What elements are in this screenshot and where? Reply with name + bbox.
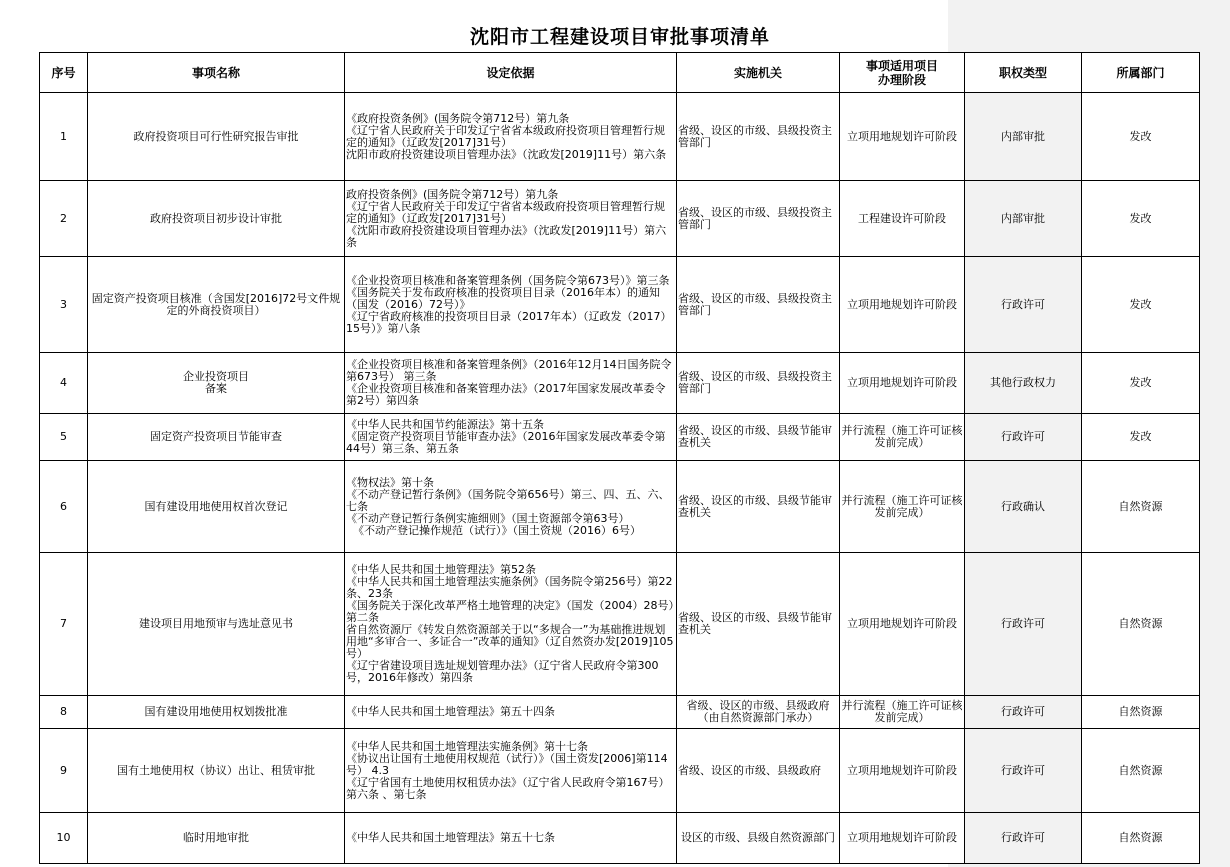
authority-type: 行政许可 bbox=[965, 813, 1082, 864]
legal-basis-line: 政府投资条例》(国务院令第712号）第九条 bbox=[346, 187, 559, 201]
legal-basis-line: 《沈阳市政府投资建设项目管理办法》（沈政发[2019]11号）第六条 bbox=[346, 223, 667, 249]
legal-basis-line: 《辽宁省建设项目选址规划管理办法》（辽宁省人民政府令第300号，2016年修改）第四条 bbox=[346, 659, 659, 684]
table-row bbox=[40, 461, 1200, 553]
department: 自然资源 bbox=[1082, 553, 1200, 696]
department: 自然资源 bbox=[1082, 813, 1200, 864]
item-name: 政府投资项目初步设计审批 bbox=[88, 181, 345, 257]
item-name: 国有建设用地使用权划拨批准 bbox=[88, 696, 345, 729]
legal-basis-line: 《固定资产投资项目节能审查办法》（2016年国家发展改革委令第44号）第三条、第五条 bbox=[346, 430, 666, 455]
header-stage: 事项适用项目 办理阶段 bbox=[840, 53, 965, 93]
header-agency: 实施机关 bbox=[677, 53, 840, 93]
header-name: 事项名称 bbox=[88, 53, 345, 93]
handling-stage: 工程建设许可阶段 bbox=[840, 181, 965, 257]
row-number: 3 bbox=[40, 257, 88, 353]
legal-basis bbox=[345, 414, 677, 461]
implementing-agency: 省级、设区的市级、县级投资主管部门 bbox=[677, 257, 840, 353]
header-dept: 所属部门 bbox=[1082, 53, 1200, 93]
department: 自然资源 bbox=[1082, 461, 1200, 553]
legal-basis-line: 《中华人民共和国土地管理法》第五十七条 bbox=[346, 831, 555, 844]
row-number: 1 bbox=[40, 93, 88, 181]
legal-basis-line: 《中华人民共和国土地管理法实施条例》第十七条 bbox=[346, 739, 588, 753]
row-number: 9 bbox=[40, 729, 88, 813]
table-row bbox=[40, 353, 1200, 414]
department: 自然资源 bbox=[1082, 729, 1200, 813]
row-number: 8 bbox=[40, 696, 88, 729]
legal-basis-line: 《企业投资项目核准和备案管理条例》（2016年12月14日国务院令第673号） 第三条 bbox=[346, 358, 672, 383]
implementing-agency: 设区的市级、县级自然资源部门 bbox=[677, 813, 840, 864]
item-name: 企业投资项目 备案 bbox=[88, 353, 345, 414]
legal-basis bbox=[345, 729, 677, 813]
legal-basis bbox=[345, 93, 677, 181]
item-name: 建设项目用地预审与选址意见书 bbox=[88, 553, 345, 696]
handling-stage: 立项用地规划许可阶段 bbox=[840, 257, 965, 353]
legal-basis bbox=[345, 553, 677, 696]
department: 发改 bbox=[1082, 181, 1200, 257]
legal-basis-line: 《辽宁省国有土地使用权租赁办法》（辽宁省人民政府令第167号） 第六条 、第七条 bbox=[346, 775, 673, 801]
legal-basis bbox=[345, 257, 677, 353]
handling-stage: 并行流程（施工许可证核发前完成） bbox=[840, 461, 965, 553]
item-name: 临时用地审批 bbox=[88, 813, 345, 864]
table-header-row bbox=[40, 53, 1200, 93]
handling-stage: 立项用地规划许可阶段 bbox=[840, 353, 965, 414]
table-row bbox=[40, 93, 1200, 181]
table-row bbox=[40, 181, 1200, 257]
implementing-agency: 省级、设区的市级、县级节能审查机关 bbox=[677, 553, 840, 696]
table-row bbox=[40, 729, 1200, 813]
legal-basis-line: 沈阳市政府投资建设项目管理办法》（沈政发[2019]11号）第六条 bbox=[346, 147, 667, 161]
department: 发改 bbox=[1082, 414, 1200, 461]
implementing-agency: 省级、设区的市级、县级节能审查机关 bbox=[677, 461, 840, 553]
department: 自然资源 bbox=[1082, 696, 1200, 729]
legal-basis bbox=[345, 813, 677, 864]
legal-basis-line: 《辽宁省人民政府关于印发辽宁省省本级政府投资项目管理暂行规定的通知》（辽政发[2017]31号） bbox=[346, 123, 665, 149]
row-number: 4 bbox=[40, 353, 88, 414]
legal-basis-line: 《物权法》第十条 bbox=[346, 475, 434, 489]
approval-items-table bbox=[39, 52, 1200, 864]
row-number: 7 bbox=[40, 553, 88, 696]
legal-basis-line: 《不动产登记操作规范（试行）》（国土资规（2016）6号） bbox=[346, 523, 641, 537]
table-row bbox=[40, 553, 1200, 696]
legal-basis-line: 《中华人民共和国土地管理法》第五十四条 bbox=[346, 705, 555, 718]
row-number: 10 bbox=[40, 813, 88, 864]
department: 发改 bbox=[1082, 353, 1200, 414]
legal-basis-line: 《国务院关于发布政府核准的投资项目目录（2016年本）的通知（国发（2016）72号）》 bbox=[346, 285, 660, 311]
authority-type: 行政许可 bbox=[965, 729, 1082, 813]
legal-basis-line: 《企业投资项目核准和备案管理条例（国务院令第673号）》第三条 bbox=[346, 273, 670, 287]
implementing-agency: 省级、设区的市级、县级投资主管部门 bbox=[677, 181, 840, 257]
table-row bbox=[40, 696, 1200, 729]
implementing-agency: 省级、设区的市级、县级投资主管部门 bbox=[677, 353, 840, 414]
authority-type: 行政许可 bbox=[965, 257, 1082, 353]
implementing-agency: 省级、设区的市级、县级节能审查机关 bbox=[677, 414, 840, 461]
row-number: 6 bbox=[40, 461, 88, 553]
item-name: 政府投资项目可行性研究报告审批 bbox=[88, 93, 345, 181]
header-basis: 设定依据 bbox=[345, 53, 677, 93]
handling-stage: 并行流程（施工许可证核发前完成） bbox=[840, 696, 965, 729]
implementing-agency: 省级、设区的市级、县级投资主管部门 bbox=[677, 93, 840, 181]
legal-basis-line: 《中华人民共和国节约能源法》第十五条 bbox=[346, 418, 544, 431]
legal-basis bbox=[345, 353, 677, 414]
authority-type: 行政许可 bbox=[965, 696, 1082, 729]
table-row bbox=[40, 414, 1200, 461]
header-no: 序号 bbox=[40, 53, 88, 93]
handling-stage: 立项用地规划许可阶段 bbox=[840, 93, 965, 181]
legal-basis-line: 《国务院关于深化改革严格土地管理的决定》（国发（2004）28号）第二条 bbox=[346, 599, 674, 624]
department: 发改 bbox=[1082, 257, 1200, 353]
legal-basis-line: 《不动产登记暂行条例实施细则》（国土资源部令第63号） bbox=[346, 511, 630, 525]
header-type: 职权类型 bbox=[965, 53, 1082, 93]
legal-basis-line: 《辽宁省政府核准的投资项目目录（2017年本）（辽政发（2017）15号）》第八条 bbox=[346, 309, 672, 335]
authority-type: 内部审批 bbox=[965, 93, 1082, 181]
implementing-agency: 省级、设区的市级、县级政府 bbox=[677, 729, 840, 813]
legal-basis-line: 《政府投资条例》(国务院令第712号）第九条 bbox=[346, 111, 570, 125]
row-number: 2 bbox=[40, 181, 88, 257]
legal-basis-line: 《中华人民共和国土地管理法》第52条 bbox=[346, 563, 536, 576]
document-title: 沈阳市工程建设项目审批事项清单 bbox=[469, 26, 770, 48]
table-row bbox=[40, 257, 1200, 353]
item-name: 国有建设用地使用权首次登记 bbox=[88, 461, 345, 553]
legal-basis-line: 《中华人民共和国土地管理法实施条例》（国务院令第256号）第22条、23条 bbox=[346, 575, 673, 600]
authority-type: 行政许可 bbox=[965, 414, 1082, 461]
authority-type: 行政确认 bbox=[965, 461, 1082, 553]
legal-basis bbox=[345, 181, 677, 257]
authority-type: 行政许可 bbox=[965, 553, 1082, 696]
legal-basis-line: 《协议出让国有土地使用权规范（试行）》（国土资发[2006]第114号） 4.3 bbox=[346, 751, 668, 777]
handling-stage: 并行流程（施工许可证核发前完成） bbox=[840, 414, 965, 461]
legal-basis bbox=[345, 461, 677, 553]
handling-stage: 立项用地规划许可阶段 bbox=[840, 729, 965, 813]
authority-type: 其他行政权力 bbox=[965, 353, 1082, 414]
implementing-agency: 省级、设区的市级、县级政府（由自然资源部门承办） bbox=[677, 696, 840, 729]
legal-basis-line: 省自然资源厅《转发自然资源部关于以“多规合一”为基础推进规划用地“多审合一、多证合一”改革的通知》（辽自然资办发[2019]105号） bbox=[346, 623, 674, 660]
item-name: 国有土地使用权（协议）出让、租赁审批 bbox=[88, 729, 345, 813]
row-number: 5 bbox=[40, 414, 88, 461]
handling-stage: 立项用地规划许可阶段 bbox=[840, 813, 965, 864]
item-name: 固定资产投资项目核准（含国发[2016]72号文件规定的外商投资项目） bbox=[88, 257, 345, 353]
item-name: 固定资产投资项目节能审查 bbox=[88, 414, 345, 461]
authority-type: 内部审批 bbox=[965, 181, 1082, 257]
legal-basis-line: 《不动产登记暂行条例》（国务院令第656号）第三、四、五、六、七条 bbox=[346, 487, 670, 513]
legal-basis-line: 《辽宁省人民政府关于印发辽宁省省本级政府投资项目管理暂行规定的通知》（辽政发[2017]31号） bbox=[346, 199, 665, 225]
department: 发改 bbox=[1082, 93, 1200, 181]
handling-stage: 立项用地规划许可阶段 bbox=[840, 553, 965, 696]
legal-basis bbox=[345, 696, 677, 729]
table-row bbox=[40, 813, 1200, 864]
legal-basis-line: 《企业投资项目核准和备案管理办法》（2017年国家发展改革委令第2号）第四条 bbox=[346, 382, 666, 407]
